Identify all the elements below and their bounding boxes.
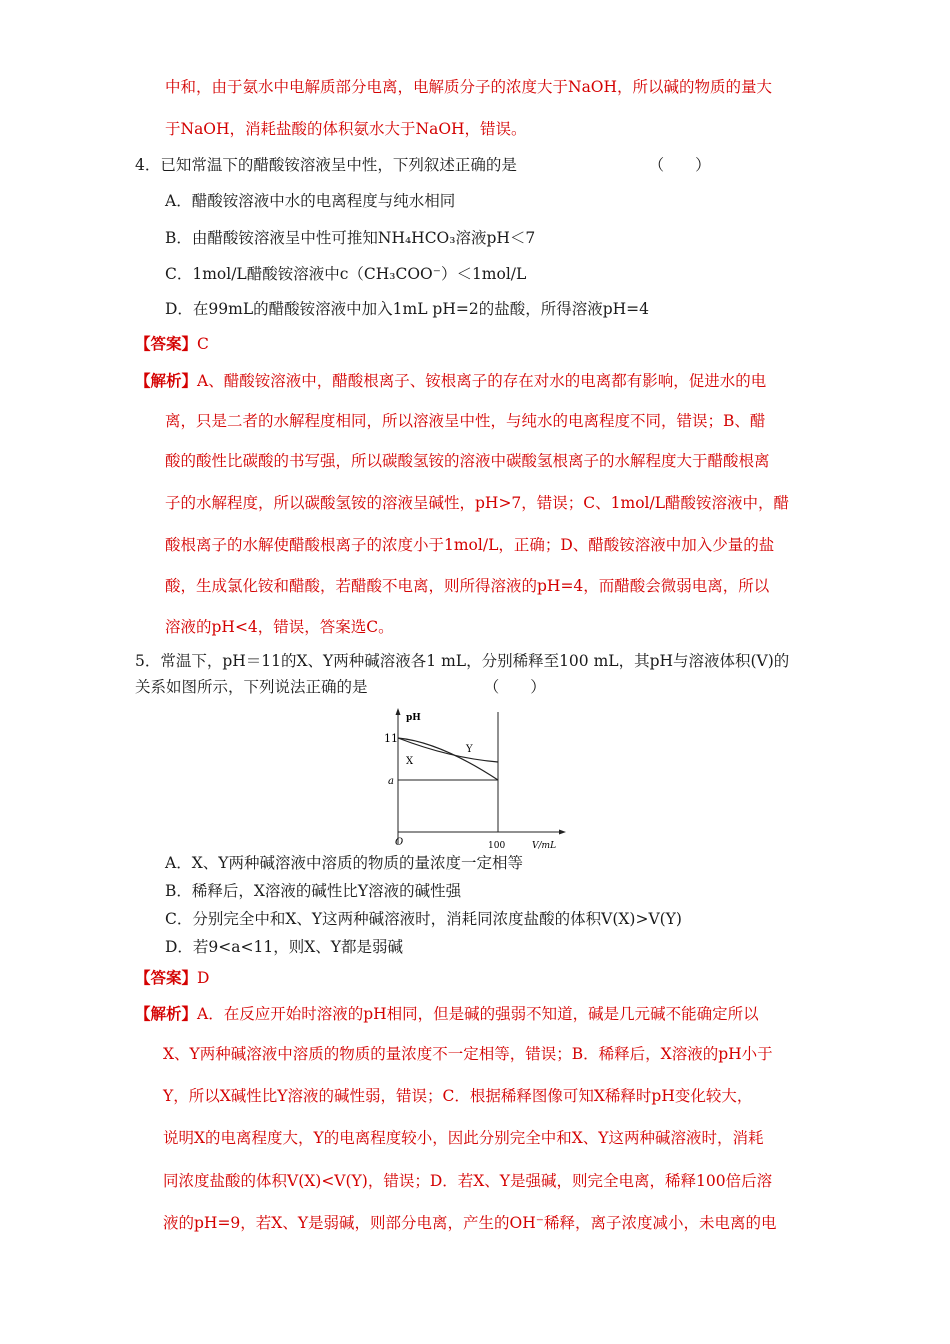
explanation-text: A、醋酸铵溶液中，醋酸根离子、铵根离子的存在对水的电离都有影响，促进水的电 [197, 372, 767, 390]
option-a: A．醋酸铵溶液中水的电离程度与纯水相同 [165, 192, 456, 210]
x-axis-label: V/mL [532, 841, 557, 851]
y-tick-a: a [388, 776, 394, 787]
explanation-line [135, 371, 766, 391]
text-line: 同浓度盐酸的体积V(X)<V(Y)，错误；D．若X、Y是强碱，则完全电离，稀释100倍后溶 [163, 1172, 773, 1190]
y-axis-arrow [396, 708, 401, 715]
text-line: 说明X的电离程度大，Y的电离程度较小，因此分别完全中和X、Y这两种碱溶液时，消耗 [163, 1129, 764, 1147]
text-line: 酸，生成氯化铵和醋酸，若醋酸不电离，则所得溶液的pH=4，而醋酸会微弱电离，所以 [165, 577, 770, 595]
option-b: B．由醋酸铵溶液呈中性可推知NH₄HCO₃溶液pH＜7 [165, 229, 536, 247]
text-line: 酸的酸性比碳酸的书写强，所以碳酸氢铵的溶液中碳酸氢根离子的水解程度大于醋酸根离 [165, 452, 770, 470]
ph-volume-graph [380, 706, 570, 852]
x-tick-100: 100 [488, 841, 506, 851]
text-line: 液的pH=9，若X、Y是弱碱，则部分电离，产生的OH⁻稀释，离子浓度减小，未电离的电 [163, 1214, 777, 1232]
explanation-tag: 【解析】 [135, 1004, 198, 1023]
explanation-text: A．在反应开始时溶液的pH相同，但是碱的强弱不知道，碱是几元碱不能确定所以 [197, 1005, 759, 1023]
y-axis-label: pH [406, 713, 421, 723]
answer-tag: 【答案】 [135, 968, 198, 987]
text-line: 溶液的pH<4，错误，答案选C。 [165, 618, 394, 636]
y-tick-11: 11 [384, 732, 398, 745]
answer-value: C [197, 335, 209, 353]
explanation-tag: 【解析】 [135, 371, 198, 390]
option-a: A．X、Y两种碱溶液中溶质的物质的量浓度一定相等 [165, 854, 523, 872]
question-4-stem: 4．已知常温下的醋酸铵溶液呈中性，下列叙述正确的是 （ ） [135, 156, 711, 174]
x-axis-arrow [559, 830, 566, 835]
option-b: B．稀释后，X溶液的碱性比Y溶液的碱性强 [165, 882, 462, 900]
text-line: 酸根离子的水解使醋酸根离子的浓度小于1mol/L，正确；D、醋酸铵溶液中加入少量的盐 [165, 536, 775, 554]
option-d: D．若9<a<11，则X、Y都是弱碱 [165, 938, 403, 956]
text-line: X、Y两种碱溶液中溶质的物质的量浓度不一定相等，错误；B．稀释后，X溶液的pH小于 [163, 1045, 773, 1063]
question-5-stem: 5．常温下，pH＝11的X、Y两种碱溶液各1 mL，分别稀释至100 mL，其pH与溶液体积(V)的 [135, 652, 790, 670]
answer-line [135, 334, 209, 354]
text-line: 子的水解程度，所以碳酸氢铵的溶液呈碱性，pH>7，错误；C、1mol/L醋酸铵溶液中，醋 [165, 494, 790, 512]
answer-value: D [197, 969, 210, 987]
text-line: 中和，由于氨水中电解质部分电离，电解质分子的浓度大于NaOH，所以碱的物质的量大 [165, 78, 773, 96]
answer-tag: 【答案】 [135, 334, 198, 353]
option-c: C．分别完全中和X、Y这两种碱溶液时，消耗同浓度盐酸的体积V(X)>V(Y) [165, 910, 682, 928]
explanation-line [135, 1004, 759, 1024]
option-d: D．在99mL的醋酸铵溶液中加入1mL pH=2的盐酸，所得溶液pH=4 [165, 300, 649, 318]
text-line: 离，只是二者的水解程度相同，所以溶液呈中性，与纯水的电离程度不同，错误；B、醋 [165, 412, 766, 430]
answer-line [135, 968, 209, 988]
series-x-label: X [406, 756, 414, 767]
option-c: C．1mol/L醋酸铵溶液中c（CH₃COO⁻）＜1mol/L [165, 265, 527, 283]
origin-label: O [395, 837, 404, 848]
series-y-label: Y [466, 744, 473, 755]
text-line: 于NaOH，消耗盐酸的体积氨水大于NaOH，错误。 [165, 120, 527, 138]
text-line: Y，所以X碱性比Y溶液的碱性弱，错误；C．根据稀释图像可知X稀释时pH变化较大， [163, 1087, 753, 1105]
question-5-stem-cont: 关系如图所示，下列说法正确的是 （ ） [135, 678, 546, 696]
